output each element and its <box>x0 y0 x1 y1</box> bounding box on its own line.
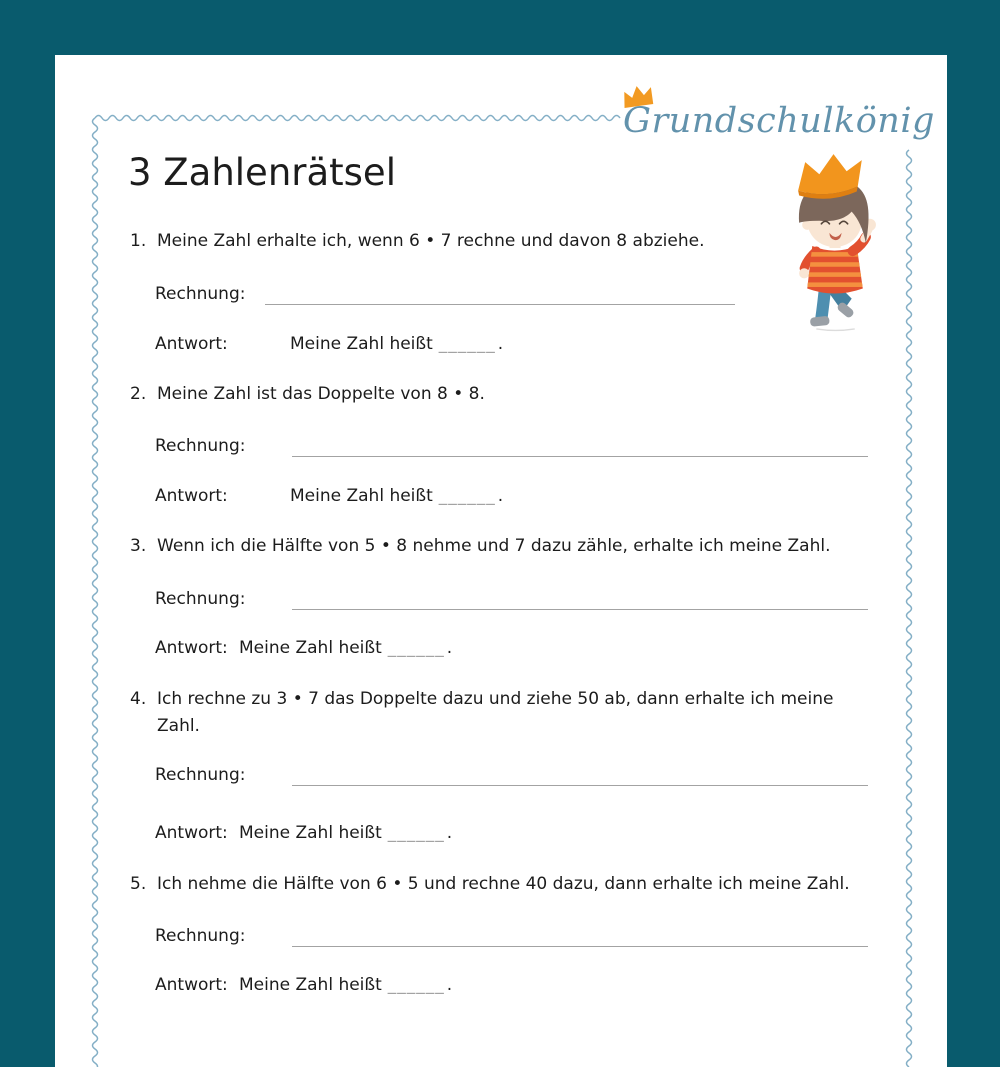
answer-line <box>265 304 735 305</box>
rechnung-label: Rechnung: <box>155 284 246 304</box>
answer-blank: ______ <box>387 823 445 843</box>
antwort-label: Antwort: <box>155 486 228 506</box>
problem-statement: 1. Meine Zahl erhalte ich, wenn 6 • 7 rechne und davon 8 abziehe. <box>130 228 704 255</box>
problem-number: 3. <box>130 536 147 556</box>
problem-statement: 4. Ich rechne zu 3 • 7 das Doppelte dazu und ziehe 50 ab, dann erhalte ich meine Zahl. <box>130 686 833 740</box>
antwort-row: Antwort: Meine Zahl heißt ______ . <box>155 483 503 510</box>
answer-blank: ______ <box>387 975 445 995</box>
problem-statement: 3. Wenn ich die Hälfte von 5 • 8 nehme und 7 dazu zähle, erhalte ich meine Zahl. <box>130 533 831 560</box>
answer-blank: ______ <box>438 486 496 506</box>
antwort-label: Antwort: <box>155 334 228 354</box>
answer-sentence: Meine Zahl heißt <box>290 486 433 506</box>
page-title: 3 Zahlenrätsel <box>128 151 396 194</box>
answer-line <box>292 609 868 610</box>
rechnung-label: Rechnung: <box>155 589 246 609</box>
worksheet-page <box>55 55 947 1067</box>
antwort-row: Antwort: Meine Zahl heißt ______ . <box>155 820 452 847</box>
boy-with-crown-illustration <box>786 152 882 332</box>
answer-blank: ______ <box>438 334 496 354</box>
rechnung-label: Rechnung: <box>155 926 246 946</box>
rechnung-label: Rechnung: <box>155 436 246 456</box>
problem-number: 1. <box>130 231 147 251</box>
problem-number: 5. <box>130 874 147 894</box>
answer-line <box>292 456 868 457</box>
problem-number: 2. <box>130 384 147 404</box>
answer-sentence: Meine Zahl heißt <box>290 334 433 354</box>
answer-sentence: Meine Zahl heißt <box>239 975 382 995</box>
problem-statement: 2. Meine Zahl ist das Doppelte von 8 • 8. <box>130 381 485 408</box>
logo-text: Grundschulkönig <box>623 101 935 141</box>
answer-line <box>292 946 868 947</box>
antwort-label: Antwort: <box>155 638 228 658</box>
answer-sentence: Meine Zahl heißt <box>239 638 382 658</box>
answer-line <box>292 785 868 786</box>
antwort-row: Antwort: Meine Zahl heißt ______ . <box>155 331 503 358</box>
antwort-label: Antwort: <box>155 823 228 843</box>
rechnung-label: Rechnung: <box>155 765 246 785</box>
problem-statement: 5. Ich nehme die Hälfte von 6 • 5 und rechne 40 dazu, dann erhalte ich meine Zahl. <box>130 871 850 898</box>
answer-blank: ______ <box>387 638 445 658</box>
problem-number: 4. <box>130 689 147 709</box>
antwort-row: Antwort: Meine Zahl heißt ______ . <box>155 635 452 662</box>
answer-sentence: Meine Zahl heißt <box>239 823 382 843</box>
antwort-row: Antwort: Meine Zahl heißt ______ . <box>155 972 452 999</box>
antwort-label: Antwort: <box>155 975 228 995</box>
